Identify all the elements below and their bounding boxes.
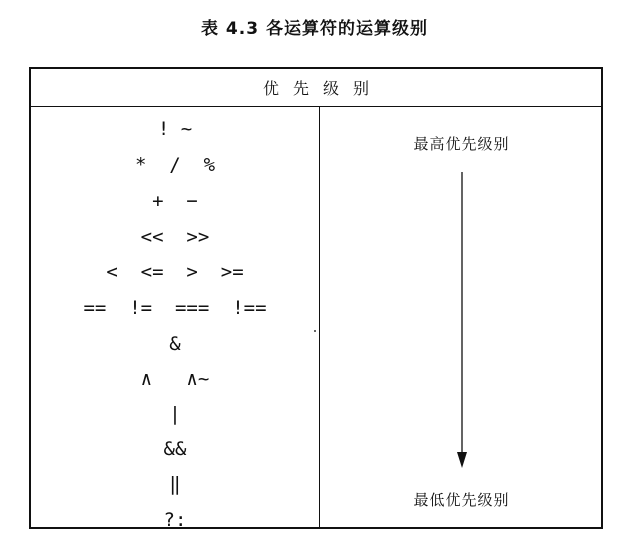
highest-priority-label: 最高优先级别 — [413, 135, 510, 153]
operator-row: ∧ ∧~ — [140, 368, 210, 390]
operator-row: & — [169, 333, 181, 355]
operator-row: ?: — [163, 509, 187, 531]
operator-row: ! ~ — [157, 118, 193, 140]
table-caption: 表 4.3 各运算符的运算级别 — [201, 19, 428, 39]
precedence-table — [29, 67, 603, 529]
operator-row: == != === !== — [83, 297, 267, 319]
table-header — [31, 69, 601, 107]
operator-row: + − — [152, 190, 198, 212]
operator-row: < <= > >= — [106, 261, 244, 283]
down-arrow-icon — [456, 172, 468, 468]
lowest-priority-label: 最低优先级别 — [413, 491, 510, 509]
operator-row: | — [169, 403, 181, 425]
operator-row: * / % — [134, 154, 216, 176]
header-label: 优先级别 — [262, 79, 383, 98]
column-divider — [319, 107, 320, 527]
operator-row: && — [163, 438, 187, 460]
operator-row: << >> — [140, 226, 210, 248]
operator-row: ‖ — [169, 473, 181, 495]
operator-column — [31, 107, 319, 531]
stray-dot — [314, 330, 316, 332]
